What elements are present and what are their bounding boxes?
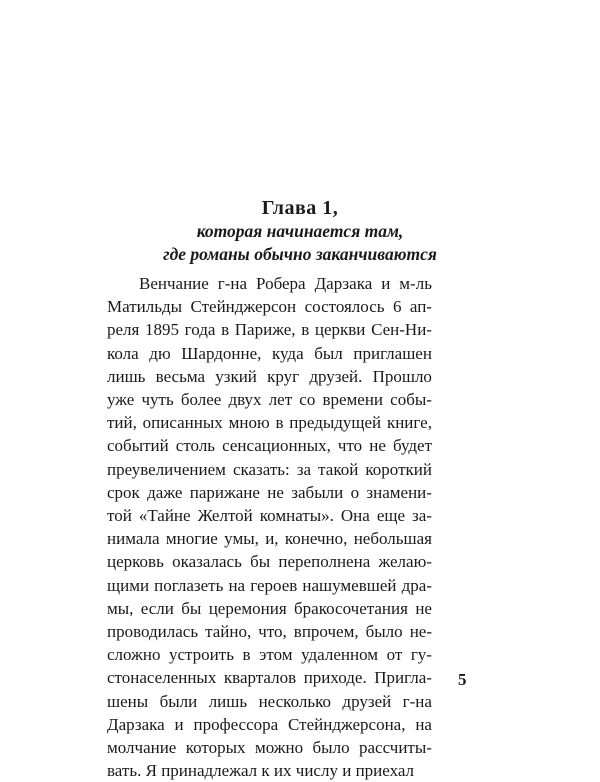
- body-text-line: Дарзака и профессора Стейнджерсона, на: [107, 714, 432, 734]
- body-text-line: преувеличением сказать: за такой короткий: [107, 459, 432, 479]
- chapter-title: Глава 1,: [261, 197, 339, 219]
- body-text-line: проводилась тайно, что, впрочем, было не-: [107, 622, 432, 642]
- body-text-line: уже чуть более двух лет со времени собы-: [107, 390, 432, 410]
- chapter-body-text: [107, 272, 432, 782]
- body-text-line: вать. Я принадлежал к их числу и приехал: [107, 761, 415, 781]
- chapter-subtitle-line: которая начинается там,: [196, 221, 404, 241]
- chapter-heading: [0, 196, 600, 266]
- body-text-line: мы, если бы церемония бракосочетания не: [107, 598, 432, 618]
- body-text-line: реля 1895 года в Париже, в церкви Сен-Ни-: [107, 320, 432, 340]
- body-text-line: кола дю Шардонне, куда был приглашен: [107, 343, 432, 363]
- body-text-line: нимала многие умы, и, конечно, небольшая: [107, 529, 432, 549]
- body-text-line: щими поглазеть на героев нашумевшей дра-: [107, 575, 432, 595]
- body-text-line: Венчание г-на Робера Дарзака и м-ль: [139, 274, 432, 293]
- body-text-line: церковь оказалась бы переполнена желаю-: [107, 552, 432, 572]
- chapter-subtitle-line: где романы обычно заканчиваются: [163, 244, 437, 264]
- body-text-line: шены были лишь несколько друзей г-на: [107, 691, 432, 711]
- body-text-line: Матильды Стейнджерсон состоялось 6 ап-: [107, 297, 432, 317]
- body-text-line: срок даже парижане не забыли о знамени-: [107, 482, 432, 502]
- body-text-line: стонаселенных кварталов приходе. Пригла-: [107, 668, 432, 688]
- body-text-line: тий, описанных мною в предыдущей книге,: [107, 413, 432, 433]
- body-text-line: событий столь сенсационных, что не будет: [107, 436, 432, 456]
- body-text-line: сложно устроить в этом удаленном от гу-: [107, 645, 432, 665]
- body-text-line: лишь весьма узкий круг друзей. Прошло: [107, 366, 432, 386]
- body-text-line: молчание которых можно было рассчиты-: [107, 738, 432, 758]
- body-text-line: той «Тайне Желтой комнаты». Она еще за-: [107, 506, 432, 526]
- page-number: 5: [458, 670, 467, 689]
